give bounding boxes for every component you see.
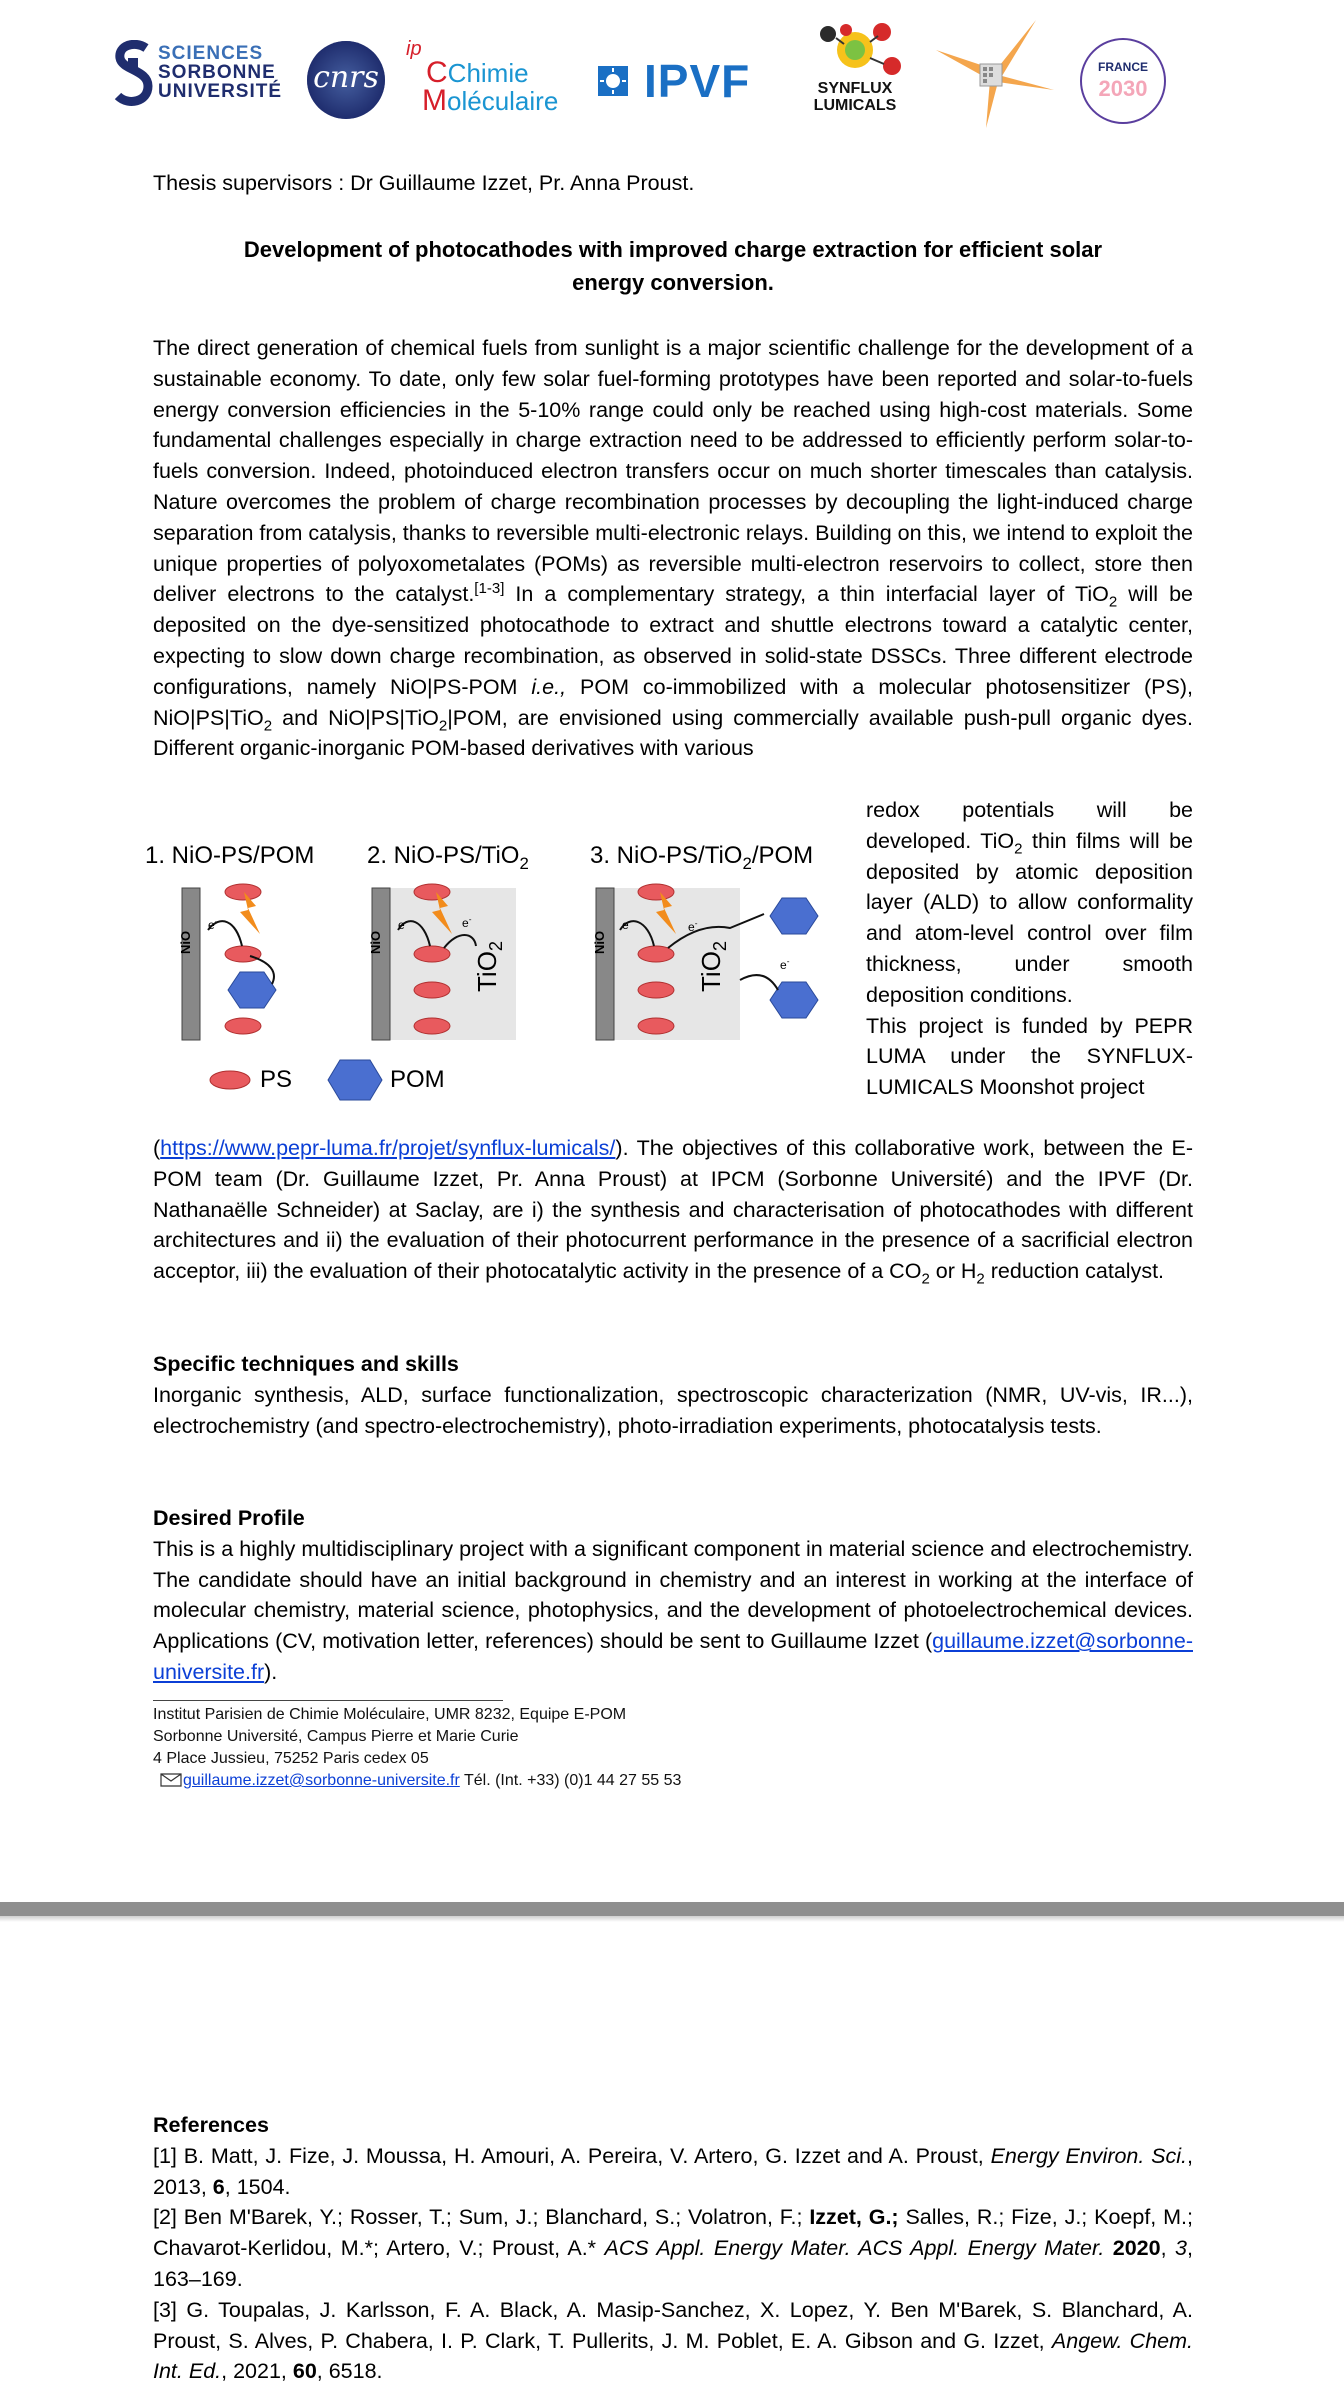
- ipcm-logo: ip CChimie Moléculaire: [406, 38, 559, 117]
- arrow-3c: [740, 975, 778, 990]
- pepr-luma-link[interactable]: https://www.pepr-luma.fr/projet/synflux-lumicals/: [160, 1136, 616, 1160]
- electron-e: e: [462, 916, 469, 930]
- sub2: 2: [263, 716, 273, 734]
- star-logo: [936, 20, 1056, 130]
- ps-2a: [414, 884, 450, 900]
- footer-address: [153, 1704, 681, 1792]
- para1-text-f: |POM, are envisioned using commercially available push-pull organic dyes. Different organic-inorganic POM-based derivatives with various: [153, 705, 1194, 761]
- synflux-molecule-icon: [800, 20, 910, 82]
- ref1-year: , 2013,: [153, 2143, 1193, 2199]
- electron-e: e: [208, 918, 215, 932]
- supervisors-line: Thesis supervisors : Dr Guillaume Izzet, Pr. Anna Proust.: [153, 171, 695, 195]
- electrode-configurations-figure: [140, 830, 860, 1120]
- electron-minus: -: [214, 916, 218, 926]
- ipcm-line1: Chimie: [447, 58, 529, 88]
- para2-open: (: [153, 1136, 161, 1160]
- electron-label-2a: [398, 918, 407, 932]
- panel-3-label-text: 3. NiO-PS/TiO: [590, 842, 743, 869]
- sorbonne-line3: UNIVERSITÉ: [158, 81, 283, 102]
- references-heading: References: [153, 2113, 269, 2137]
- sub2: 2: [438, 716, 448, 734]
- ipvf-logo: [592, 54, 792, 114]
- footer-separator: [153, 1700, 503, 1701]
- reference-2: [153, 2202, 1193, 2294]
- ipvf-sun-icon: [592, 60, 634, 102]
- electron-minus: -: [628, 916, 632, 926]
- ref3-volume: 60: [292, 2359, 317, 2384]
- logo-bar: [110, 20, 1190, 130]
- para1-text-b: In a complementary strategy, a thin interfacial layer of TiO: [504, 582, 1109, 607]
- ref2-authors-b: Salles, R.; Fize, J.; Koepf, M.; Chavarot-Kerlidou, M.*; Artero, V.; Proust, A.*: [153, 2205, 1193, 2261]
- ref1-journal: Energy Environ. Sci.: [990, 2143, 1188, 2168]
- side-text-1b: thin films will be deposited by atomic deposition layer (ALD) to allow conformality and atom-level control over film thickness, under smooth deposition conditions.: [866, 828, 1194, 1007]
- footer-phone: Tél. (Int. +33) (0)1 44 27 55 53: [459, 1772, 682, 1789]
- panel-3-label: [590, 842, 814, 873]
- ps-2c: [414, 982, 450, 998]
- ps-1c: [225, 1018, 261, 1034]
- panel-1: [182, 884, 276, 1040]
- title-line1: Development of photocathodes with improved charge extraction for efficient solar: [243, 237, 1103, 262]
- sorbonne-line2: SORBONNE: [158, 62, 276, 83]
- profile-section: [153, 1503, 1193, 1688]
- legend-ps-label: PS: [260, 1066, 293, 1093]
- ps-3d: [638, 1018, 674, 1034]
- ipvf-text: IPVF: [644, 55, 751, 107]
- objectives-paragraph: [153, 1133, 1193, 1287]
- tio2-label-2: [472, 940, 507, 992]
- sub2: 2: [742, 853, 752, 873]
- pom-1: [228, 972, 276, 1008]
- france2030-line2: 2030: [1098, 76, 1148, 101]
- profile-text-close: ).: [264, 1659, 278, 1684]
- tio2-text: TiO: [696, 951, 726, 992]
- page-break-bar: [0, 1902, 1344, 1916]
- electron-minus: -: [694, 918, 698, 928]
- legend-ps-swatch: [210, 1071, 250, 1089]
- sorbonne-line1: SCIENCES: [158, 43, 264, 64]
- side-text-2: This project is funded by PEPR LUMA under the SYNFLUX-LUMICALS Moonshot project: [866, 1013, 1193, 1100]
- footer-email-link[interactable]: guillaume.izzet@sorbonne-universite.fr: [183, 1772, 460, 1789]
- france2030-logo: [1078, 36, 1168, 126]
- electron-label-1: [208, 918, 217, 932]
- legend-pom-label: POM: [390, 1066, 445, 1093]
- profile-text-body: This is a highly multidisciplinary project with a significant component in material science and electrochemistry. The candidate should have an initial background in chemistry and an interest in working at the interface of molecular chemistry, material science, photophysics, and the development of photoelectrochemical devices. Applications (CV, motivation letter, references) should be sent to Guillaume Izzet (: [153, 1536, 1193, 1654]
- sub2: 2: [519, 853, 529, 873]
- panel-2-label: [367, 842, 529, 873]
- para1-text-d: POM co-immobilized with a molecular photosensitizer (PS), NiO|PS|TiO: [153, 674, 1193, 730]
- intro-paragraph: [153, 333, 1193, 764]
- ref2-journal: ACS Appl. Energy Mater. ACS Appl. Energy Mater.: [604, 2236, 1105, 2261]
- pom-3a: [770, 898, 818, 934]
- ipcm-m: M: [422, 84, 447, 117]
- electron-label-2b: [462, 916, 471, 930]
- skills-heading: Specific techniques and skills: [153, 1352, 459, 1376]
- tio2-label-3: [696, 940, 731, 992]
- page-break-shadow: [0, 1916, 1344, 1922]
- sub2: 2: [921, 1270, 930, 1288]
- electron-e: e: [688, 920, 695, 934]
- para2-text-c: reduction catalyst.: [984, 1259, 1165, 1284]
- ipcm-line2: oléculaire: [447, 86, 559, 116]
- electron-e: e: [780, 958, 787, 972]
- synflux-logo: [800, 20, 910, 120]
- skills-section: [153, 1349, 1193, 1441]
- footer-contact: [153, 1770, 681, 1792]
- electron-label-3c: [780, 958, 789, 972]
- footer-line1: Institut Parisien de Chimie Moléculaire, UMR 8232, Equipe E-POM: [153, 1706, 627, 1723]
- ref2-bold-author: Izzet, G.;: [809, 2205, 899, 2230]
- nio-label-2: NiO: [368, 930, 383, 954]
- ref2-volume: 3: [1175, 2236, 1188, 2261]
- ref1-pages: , 1504.: [224, 2174, 291, 2199]
- ref1-authors: [1] B. Matt, J. Fize, J. Moussa, H. Amouri, A. Pereira, V. Artero, G. Izzet and A. Proust,: [153, 2143, 991, 2168]
- electron-minus: -: [786, 956, 790, 966]
- side-text-1: [866, 795, 1193, 1011]
- reference-3: [153, 2295, 1193, 2387]
- electron-minus: -: [468, 914, 472, 924]
- para2-text-b: or H: [929, 1259, 977, 1284]
- electron-e: e: [398, 918, 405, 932]
- references-section: [153, 2110, 1193, 2387]
- electron-label-3b: [688, 920, 697, 934]
- para2-text-a: ). The objectives of this collaborative work, between the E-POM team (Dr. Guillaume Izzet, Pr. Anna Proust) at IPCM (Sorbonne Université) and the IPVF (Dr. Nathanaëlle Schneider) at Saclay, are i) the synthesis and characterisation of photocathodes with different architectures and ii) the evaluation of their photocurrent performance in the presence of a sacrificial electron acceptor, iii) the evaluation of their photocatalytic activity in the presence of a CO: [153, 1136, 1193, 1284]
- document-title: [153, 233, 1193, 299]
- ref-superscript: [1-3]: [474, 580, 505, 598]
- ps-3c: [638, 982, 674, 998]
- side-text-1a: redox potentials will be developed. TiO: [866, 798, 1193, 853]
- envelope-icon: [159, 1772, 183, 1788]
- synflux-line2: LUMICALS: [813, 97, 897, 114]
- ref2-authors: [2] Ben M'Barek, Y.; Rosser, T.; Sum, J.; Blanchard, S.; Volatron, F.;: [153, 2205, 810, 2230]
- sub2: 2: [486, 940, 507, 952]
- legend-pom-swatch: [328, 1060, 382, 1100]
- nio-label-1: NiO: [178, 930, 193, 954]
- profile-email-link[interactable]: guillaume.izzet@sorbonne-universite.fr: [153, 1629, 1193, 1684]
- ps-1b: [225, 946, 261, 962]
- sub2: 2: [710, 940, 731, 952]
- ref2-pages: , 163–169.: [153, 2236, 1193, 2291]
- sub2: 2: [1108, 593, 1118, 611]
- footer-line3: 4 Place Jussieu, 75252 Paris cedex 05: [153, 1750, 429, 1767]
- cnrs-logo: [306, 40, 386, 120]
- electron-minus: -: [404, 916, 408, 926]
- sub2: 2: [976, 1270, 985, 1288]
- ref2-space: [1104, 2236, 1112, 2260]
- ie-italic: i.e.,: [531, 674, 567, 699]
- title-line2: energy conversion.: [572, 270, 774, 295]
- orange-star-icon: [936, 20, 1056, 130]
- ref1-volume: 6: [212, 2174, 225, 2199]
- nio-electrode-2: [372, 888, 390, 1040]
- sorbonne-s-icon: [114, 40, 154, 110]
- ref3-year: , 2021,: [221, 2359, 293, 2384]
- panel-2-label-text: 2. NiO-PS/TiO: [367, 842, 520, 869]
- reference-1: [153, 2141, 1193, 2203]
- sub2: 2: [1014, 840, 1023, 858]
- sorbonne-logo: [114, 40, 294, 110]
- para1-text-e: and NiO|PS|TiO: [272, 705, 439, 730]
- electron-label-3a: [622, 918, 631, 932]
- figure-side-text: [866, 795, 1193, 1103]
- france2030-line1: FRANCE: [1098, 60, 1148, 74]
- nio-electrode-3: [596, 888, 614, 1040]
- ref3-authors: [3] G. Toupalas, J. Karlsson, F. A. Black, A. Masip-Sanchez, X. Lopez, Y. Ben M'Barek, S. Blanchard, A. Proust, S. Alves, P. Chabera, I. P. Clark, T. Pullerits, J. M. Poblet, E. A. Gibson and G. Izzet,: [153, 2297, 1193, 2353]
- ref3-journal: Angew. Chem. Int. Ed.: [153, 2328, 1194, 2384]
- panel-3-label-tail: /POM: [751, 842, 814, 869]
- para1-text-a: The direct generation of chemical fuels from sunlight is a major scientific challenge for the development of a sustainable economy. To date, only few solar fuel-forming prototypes have been reported and solar-to-fuels energy conversion efficiencies in the 5-10% range could only be reached using high-cost materials. Some fundamental challenges especially in charge extraction need to be addressed to efficiently perform solar-to-fuels conversion. Indeed, photoinduced electron transfers occur on much shorter timescales than catalysis. Nature overcomes the problem of charge recombination processes by decoupling the light-induced charge separation from catalysis, thanks to reversible multi-electronic relays. Building on this, we intend to exploit the unique properties of polyoxometalates (POMs) as reversible multi-electron reservoirs to collect, store then deliver electrons to the catalyst.: [153, 336, 1193, 607]
- ps-1a: [225, 884, 261, 900]
- cnrs-text: cnrs: [313, 60, 379, 95]
- panel-1-label: 1. NiO-PS/POM: [145, 842, 315, 869]
- ps-3a: [638, 884, 674, 900]
- ps-2d: [414, 1018, 450, 1034]
- ref2-comma: ,: [1160, 2236, 1176, 2261]
- nio-electrode-1: [182, 888, 200, 1040]
- skills-text: Inorganic synthesis, ALD, surface functionalization, spectroscopic characterization (NMR, UV-vis, IR...), electrochemistry (and spectro-electrochemistry), photo-irradiation experiments, photocatalysis tests.: [153, 1382, 1193, 1438]
- synflux-line1: SYNFLUX: [817, 80, 893, 97]
- ipcm-prefix: ip: [406, 38, 422, 60]
- ref3-pages: , 6518.: [316, 2359, 383, 2384]
- profile-text: [153, 1534, 1193, 1688]
- tio2-text: TiO: [472, 951, 502, 992]
- footer-line2: Sorbonne Université, Campus Pierre et Marie Curie: [153, 1728, 519, 1745]
- electron-e: e: [622, 918, 629, 932]
- para1-text-c: will be deposited on the dye-sensitized photocathode to extract and shuttle electrons toward a catalytic center, expecting to slow down charge recombination, as observed in solid-state DSSCs. Three different electrode configurations, namely NiO|PS-POM: [153, 582, 1193, 699]
- nio-label-3: NiO: [592, 930, 607, 954]
- profile-heading: Desired Profile: [153, 1506, 305, 1530]
- ref2-year: 2020: [1112, 2236, 1161, 2261]
